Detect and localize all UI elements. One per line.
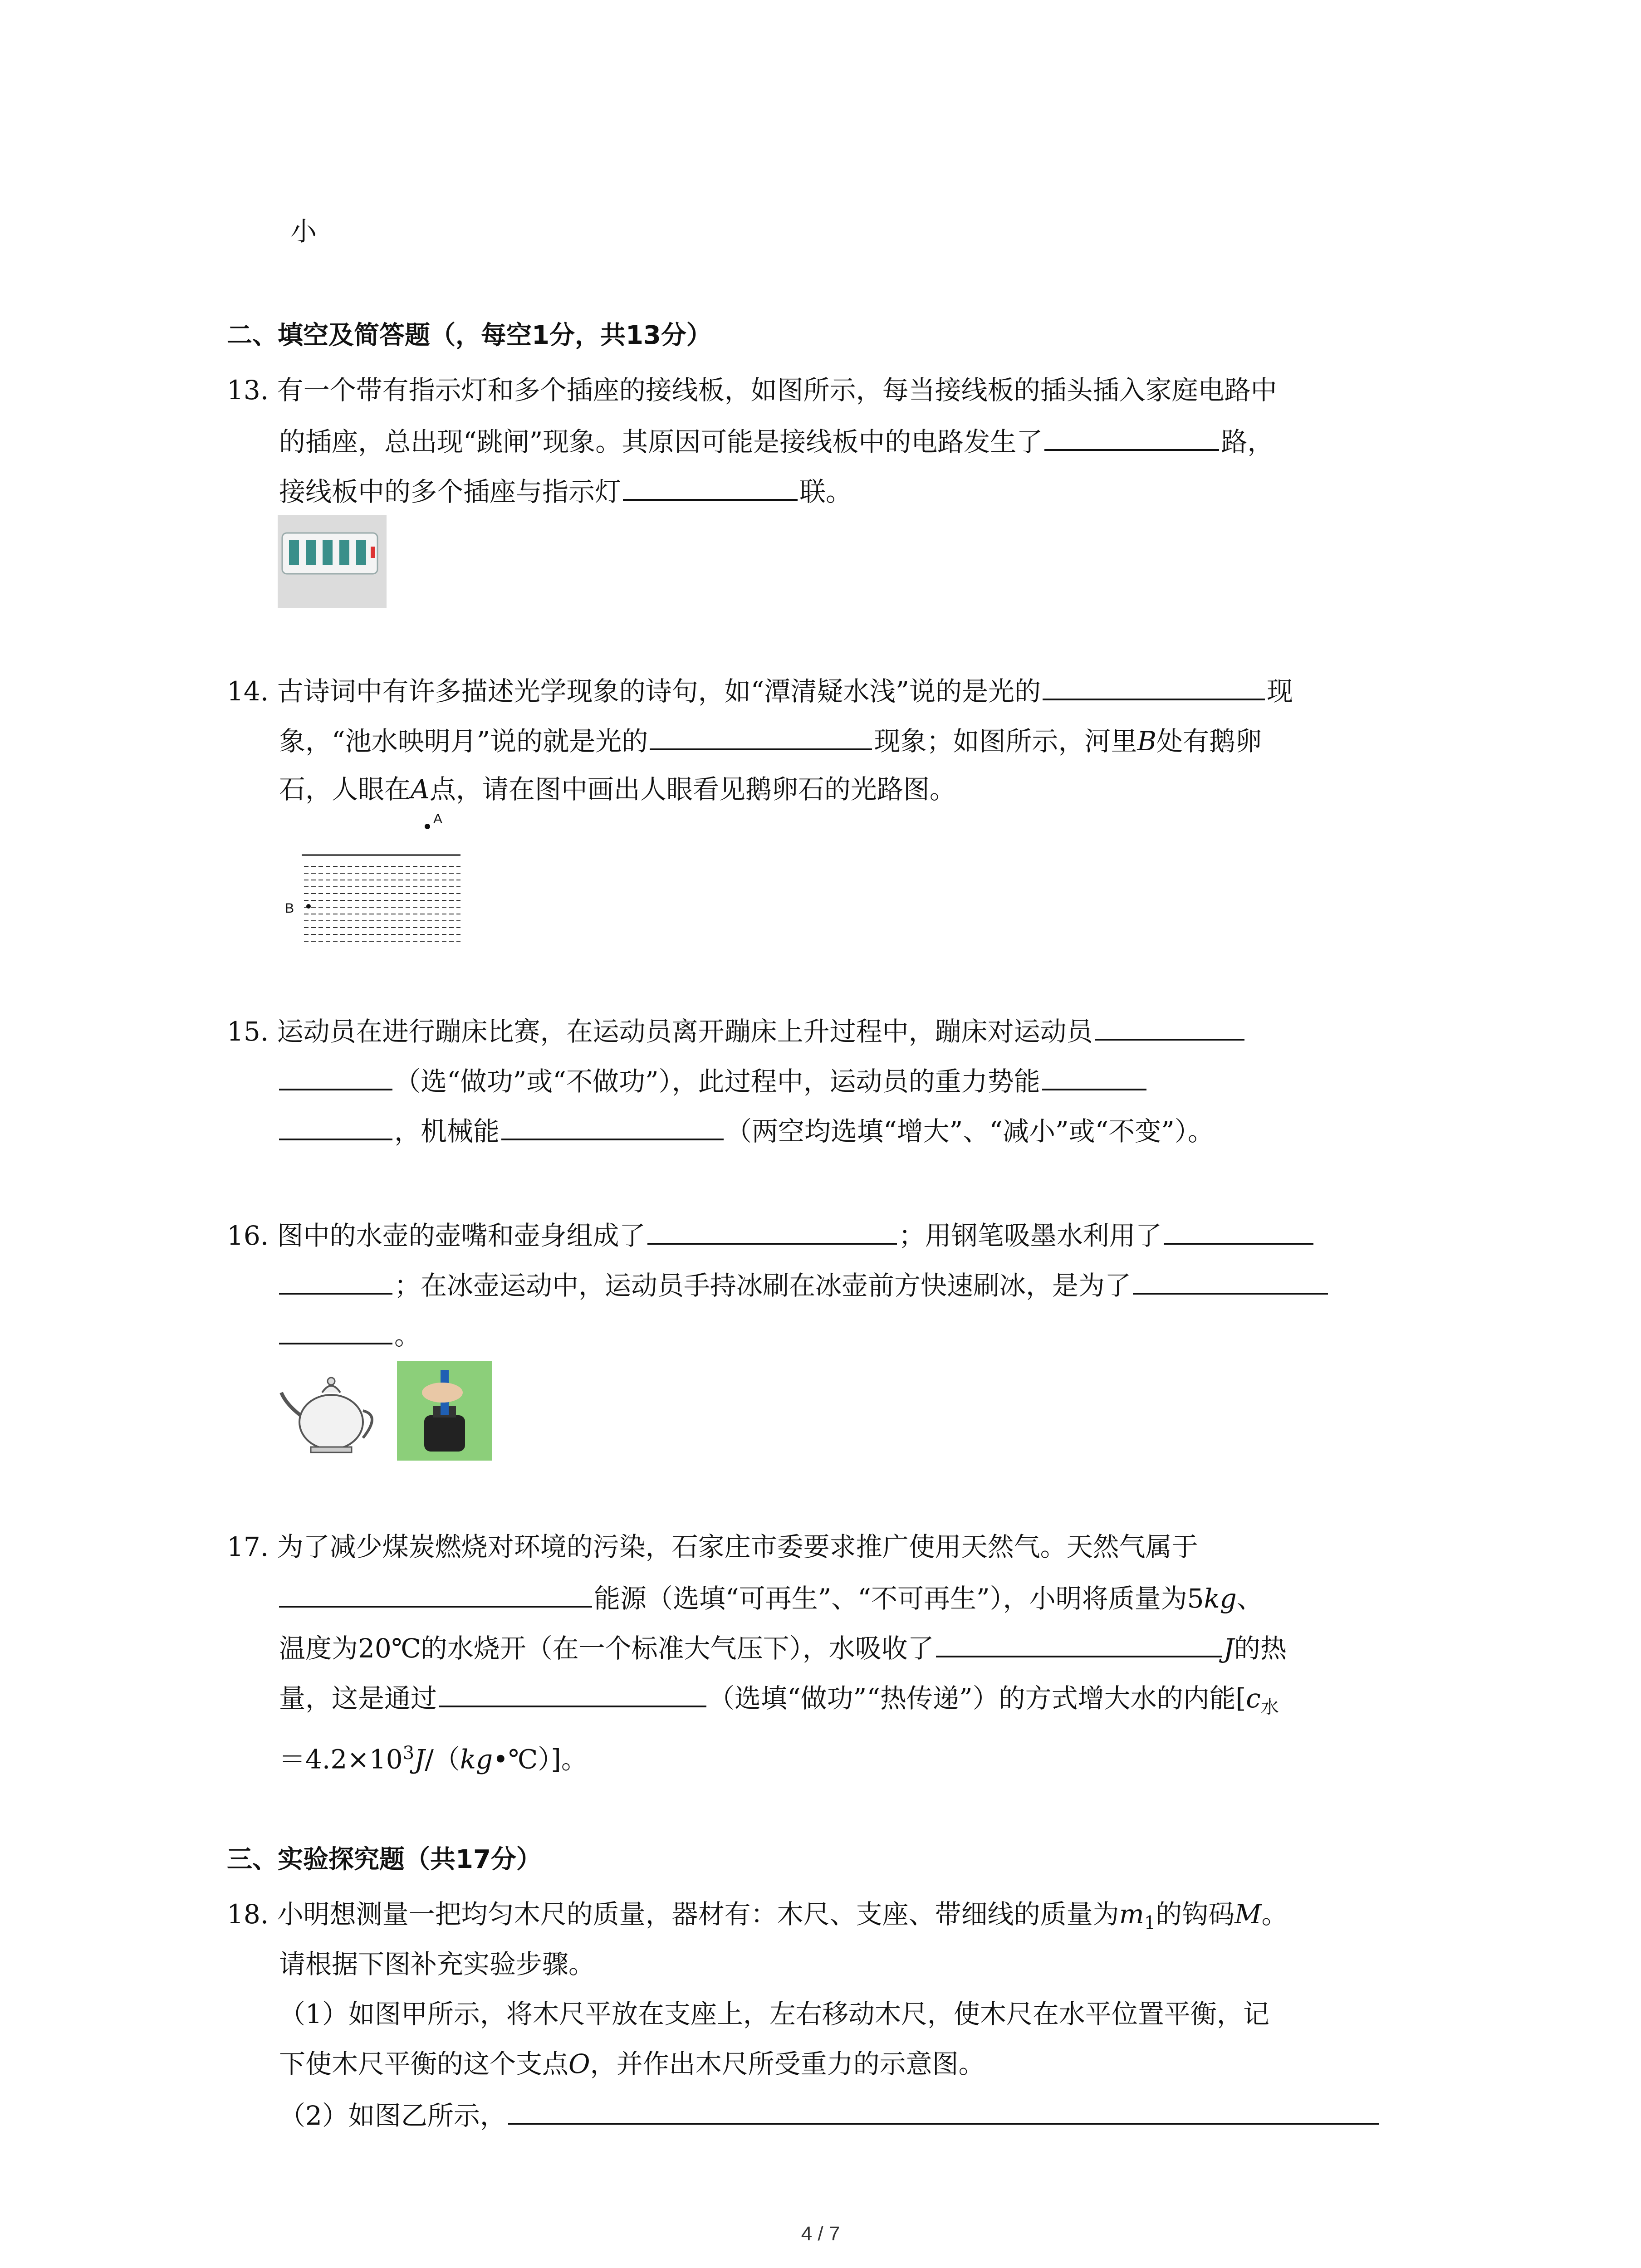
q14-text: 现象；如图所示，河里 [874, 726, 1137, 757]
q17-line-2 [279, 1579, 1263, 1617]
q16-text: 。 [394, 1320, 421, 1351]
q14-line-2 [279, 721, 1262, 759]
q18-step-2 [279, 2096, 1381, 2134]
q18-subscript: 1 [1144, 1912, 1156, 1934]
q17-line-3 [279, 1628, 1287, 1667]
q17-text: 的热 [1234, 1633, 1287, 1664]
q17-unit-kg: kg [1204, 1583, 1237, 1614]
q18-line-1 [227, 1896, 1288, 1941]
q15-text: （两空均选填“增大”、“减小”或“不变”）。 [725, 1116, 1214, 1147]
q18-text: 的钩码 [1156, 1899, 1235, 1930]
q14-blank-2[interactable] [650, 721, 872, 750]
q18-var-m: m [1119, 1899, 1144, 1930]
q17-text: ＝4.2×10 [279, 1744, 403, 1775]
power-strip-image [278, 515, 387, 608]
q14-text: 点，请在图中画出人眼看见鹅卵石的光路图。 [429, 774, 956, 805]
q14-text: 处有鹅卵 [1156, 726, 1262, 757]
q17-subscript: 水 [1260, 1696, 1279, 1718]
q13-blank-1[interactable] [1044, 422, 1219, 451]
q16-line-1 [227, 1216, 1315, 1254]
q17-text: 、 [1236, 1583, 1263, 1614]
q16-blank-2a[interactable] [1164, 1216, 1313, 1245]
q16-blank-1[interactable] [647, 1216, 897, 1245]
q18-step-1: （1）如图甲所示，将木尺平放在支座上，左右移动木尺，使木尺在水平位置平衡，记 [279, 1999, 1269, 2029]
section-3-heading: 三、实验探究题（共17分） [227, 1845, 542, 1874]
q17-text: 温度为20℃的水烧开（在一个标准大气压下），水吸收了 [279, 1633, 934, 1664]
q15-line-2 [279, 1061, 1148, 1100]
q15-line-3 [279, 1111, 1214, 1149]
q14-line-1 [227, 671, 1293, 709]
q18-text: 下使木尺平衡的这个支点 [279, 2048, 569, 2079]
q17-unit-j: J [1223, 1633, 1234, 1664]
q16-line-2 [279, 1266, 1330, 1304]
q18-var-o: O [568, 2048, 590, 2079]
q17-exponent: 3 [402, 1743, 415, 1764]
q15-blank-1a[interactable] [1095, 1012, 1244, 1041]
q13-text: 接线板中的多个插座与指示灯 [279, 476, 622, 507]
q16-blank-3a[interactable] [1133, 1266, 1328, 1295]
q15-line-1 [227, 1012, 1246, 1050]
q18-var-big-m: M [1234, 1899, 1262, 1930]
q14-line-3 [279, 771, 956, 807]
q18-text: ，并作出木尺所受重力的示意图。 [590, 2048, 985, 2079]
page-number: 4 / 7 [801, 2223, 840, 2245]
q14-text: 现 [1266, 676, 1293, 707]
q14-blank-1[interactable] [1043, 671, 1265, 700]
q15-blank-2b[interactable] [279, 1111, 392, 1140]
section-2-heading: 二、填空及简答题（，每空1分，共13分） [227, 321, 712, 350]
q15-blank-3[interactable] [501, 1111, 724, 1140]
q17-line-1: 17. 为了减少煤炭燃烧对环境的污染，石家庄市委要求推广使用天然气。天然气属于 [227, 1531, 1198, 1562]
q17-line-5 [279, 1735, 588, 1777]
river-diagram[interactable] [277, 807, 472, 953]
q15-blank-2a[interactable] [1042, 1061, 1146, 1090]
q17-blank-3[interactable] [439, 1678, 706, 1707]
q13-text: 路， [1221, 426, 1274, 457]
q13-line-3 [279, 472, 852, 510]
q14-text: 14. 古诗词中有许多描述光学现象的诗句，如“潭清疑水浅”说的是光的 [227, 676, 1041, 707]
q17-unit-kg: kg [460, 1744, 493, 1775]
q13-text: 联。 [799, 476, 852, 507]
q16-text: ；用钢笔吸墨水利用了 [898, 1220, 1162, 1251]
q18-line-4 [279, 2046, 985, 2082]
q18-blank-1[interactable] [508, 2096, 1379, 2125]
q17-text: 能源（选填“可再生”、“不可再生”），小明将质量为5 [594, 1583, 1204, 1614]
q17-blank-2[interactable] [936, 1628, 1222, 1657]
q14-var-a: A [411, 774, 430, 805]
q17-text: 量，这是通过 [279, 1683, 437, 1714]
q17-text: /（ [425, 1744, 460, 1775]
q14-var-b: B [1137, 726, 1156, 757]
q18-text: 。 [1261, 1899, 1288, 1930]
q14-text: 石，人眼在 [279, 774, 411, 805]
q17-var-c: c [1246, 1683, 1261, 1714]
q18-text: 18. 小明想测量一把均匀木尺的质量，器材有：木尺、支座、带细线的质量为 [227, 1899, 1119, 1930]
ink-pen-image [397, 1361, 492, 1461]
continued-fragment: 小 [290, 216, 317, 247]
q17-text: •℃）]。 [493, 1744, 588, 1775]
q13-line-2 [279, 422, 1274, 460]
q13-text: 的插座，总出现“跳闸”现象。其原因可能是接线板中的电路发生了 [279, 426, 1043, 457]
q16-line-3 [279, 1315, 421, 1354]
q17-unit-j: J [414, 1744, 425, 1775]
q17-text: （选填“做功”“热传递”）的方式增大水的内能[ [708, 1683, 1246, 1714]
q15-blank-1b[interactable] [279, 1061, 392, 1090]
q18-line-2: 请根据下图补充实验步骤。 [279, 1949, 595, 1980]
point-b-label: B [285, 901, 294, 916]
q16-blank-3b[interactable] [279, 1315, 392, 1344]
point-a-label: A [433, 811, 443, 826]
q13-blank-2[interactable] [623, 472, 798, 501]
q16-blank-2b[interactable] [279, 1266, 392, 1295]
q14-text: 象，“池水映明月”说的就是光的 [279, 726, 648, 757]
q17-line-4 [279, 1678, 1279, 1725]
q18-text: （2）如图乙所示， [279, 2100, 506, 2131]
q16-text: ；在冰壶运动中，运动员手持冰刷在冰壶前方快速刷冰，是为了 [394, 1270, 1132, 1301]
q15-text: 15. 运动员在进行蹦床比赛，在运动员离开蹦床上升过程中，蹦床对运动员 [227, 1016, 1093, 1047]
q15-text: ，机械能 [394, 1116, 500, 1147]
teapot-image [277, 1361, 381, 1461]
q15-text: （选“做功”或“不做功”），此过程中，运动员的重力势能 [394, 1066, 1040, 1097]
q17-blank-1[interactable] [279, 1579, 592, 1608]
q16-text: 16. 图中的水壶的壶嘴和壶身组成了 [227, 1220, 646, 1251]
q13-line-1: 13. 有一个带有指示灯和多个插座的接线板，如图所示，每当接线板的插头插入家庭电路中 [227, 375, 1277, 406]
